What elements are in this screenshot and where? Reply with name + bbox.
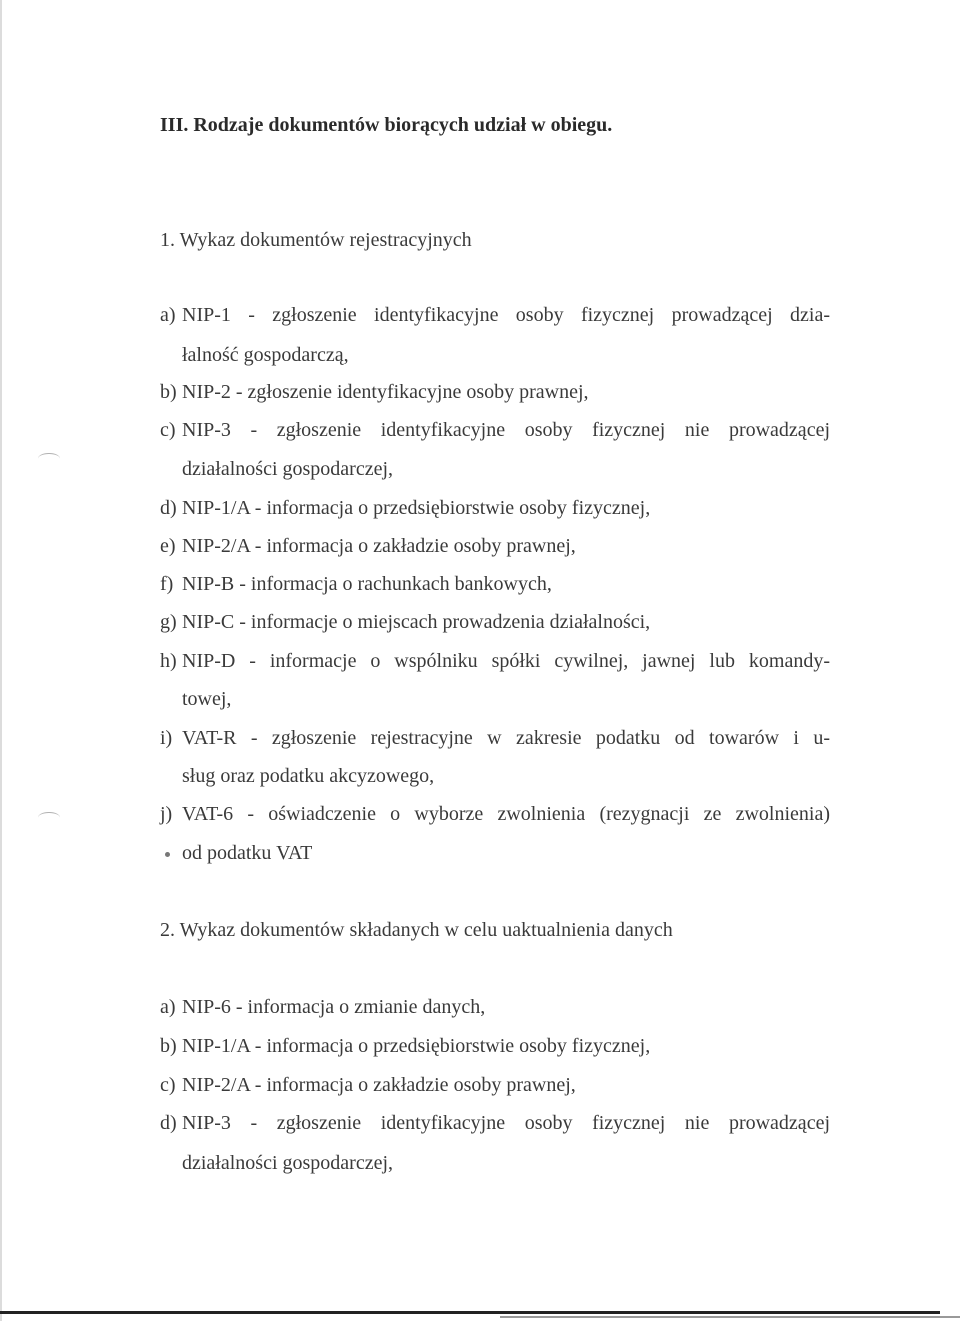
list-item bbox=[160, 497, 650, 520]
item-text: NIP-C - informacje o miejscach prowadzenia działalności, bbox=[182, 611, 651, 633]
item-label: a) bbox=[160, 304, 176, 326]
item-label: b) bbox=[160, 381, 177, 403]
scan-bottom-edge bbox=[0, 1311, 940, 1314]
item-text: NIP-1 - zgłoszenie identyfikacyjne osoby fizycznej prowadzącej dzia- bbox=[182, 304, 830, 326]
item-text: NIP-2/A - informacja o zakładzie osoby prawnej, bbox=[182, 1074, 576, 1096]
list-item bbox=[160, 1035, 650, 1058]
scan-edge bbox=[0, 0, 2, 1321]
item-label: j) bbox=[160, 803, 173, 825]
item-text: NIP-2 - zgłoszenie identyfikacyjne osoby prawnej, bbox=[182, 381, 589, 403]
item-text: NIP-6 - informacja o zmianie danych, bbox=[182, 996, 486, 1018]
ink-dot bbox=[165, 852, 170, 857]
item-continuation: łalność gospodarczą, bbox=[182, 344, 349, 366]
list-item bbox=[160, 573, 552, 596]
item-label: e) bbox=[160, 535, 176, 557]
item-text: NIP-3 - zgłoszenie identyfikacyjne osoby fizycznej nie prowadzącej bbox=[182, 419, 830, 441]
item-label: g) bbox=[160, 611, 177, 633]
item-continuation: od podatku VAT bbox=[182, 842, 313, 864]
item-label: b) bbox=[160, 1035, 177, 1057]
list-item bbox=[160, 535, 576, 558]
list-item bbox=[160, 727, 830, 750]
item-continuation: towej, bbox=[182, 688, 232, 710]
item-continuation: sług oraz podatku akcyzowego, bbox=[182, 765, 435, 787]
section-1-title: 1. Wykaz dokumentów rejestracyjnych bbox=[160, 229, 472, 251]
item-text: VAT-6 - oświadczenie o wyborze zwolnienia (rezygnacji ze zwolnienia) bbox=[182, 803, 830, 825]
hole-punch-mark bbox=[38, 453, 60, 464]
list-item bbox=[160, 1112, 830, 1135]
item-label: c) bbox=[160, 1074, 176, 1096]
item-label: i) bbox=[160, 727, 173, 749]
list-item bbox=[160, 381, 589, 404]
list-item bbox=[160, 419, 830, 442]
item-label: f) bbox=[160, 573, 174, 595]
item-label: d) bbox=[160, 1112, 177, 1134]
list-item bbox=[160, 650, 830, 673]
item-label: a) bbox=[160, 996, 176, 1018]
item-text: NIP-3 - zgłoszenie identyfikacyjne osoby fizycznej nie prowadzącej bbox=[182, 1112, 830, 1134]
scan-bottom-edge-shadow bbox=[500, 1316, 960, 1318]
section-heading: III. Rodzaje dokumentów biorących udział w obiegu. bbox=[160, 114, 613, 136]
item-text: NIP-B - informacja o rachunkach bankowych, bbox=[182, 573, 552, 595]
list-item bbox=[160, 304, 830, 327]
section-2-title: 2. Wykaz dokumentów składanych w celu uaktualnienia danych bbox=[160, 919, 673, 941]
item-text: NIP-D - informacje o wspólniku spółki cywilnej, jawnej lub komandy- bbox=[182, 650, 830, 672]
item-text: NIP-1/A - informacja o przedsiębiorstwie osoby fizycznej, bbox=[182, 497, 651, 519]
list-item bbox=[160, 803, 830, 826]
item-text: VAT-R - zgłoszenie rejestracyjne w zakresie podatku od towarów i u- bbox=[182, 727, 830, 749]
item-label: c) bbox=[160, 419, 176, 441]
list-item bbox=[160, 1074, 576, 1097]
item-label: d) bbox=[160, 497, 177, 519]
item-continuation: działalności gospodarczej, bbox=[182, 458, 394, 480]
list-item bbox=[160, 996, 485, 1019]
item-text: NIP-1/A - informacja o przedsiębiorstwie osoby fizycznej, bbox=[182, 1035, 651, 1057]
hole-punch-mark bbox=[38, 812, 60, 823]
item-continuation: działalności gospodarczej, bbox=[182, 1152, 394, 1174]
item-label: h) bbox=[160, 650, 177, 672]
list-item bbox=[160, 611, 650, 634]
item-text: NIP-2/A - informacja o zakładzie osoby prawnej, bbox=[182, 535, 576, 557]
